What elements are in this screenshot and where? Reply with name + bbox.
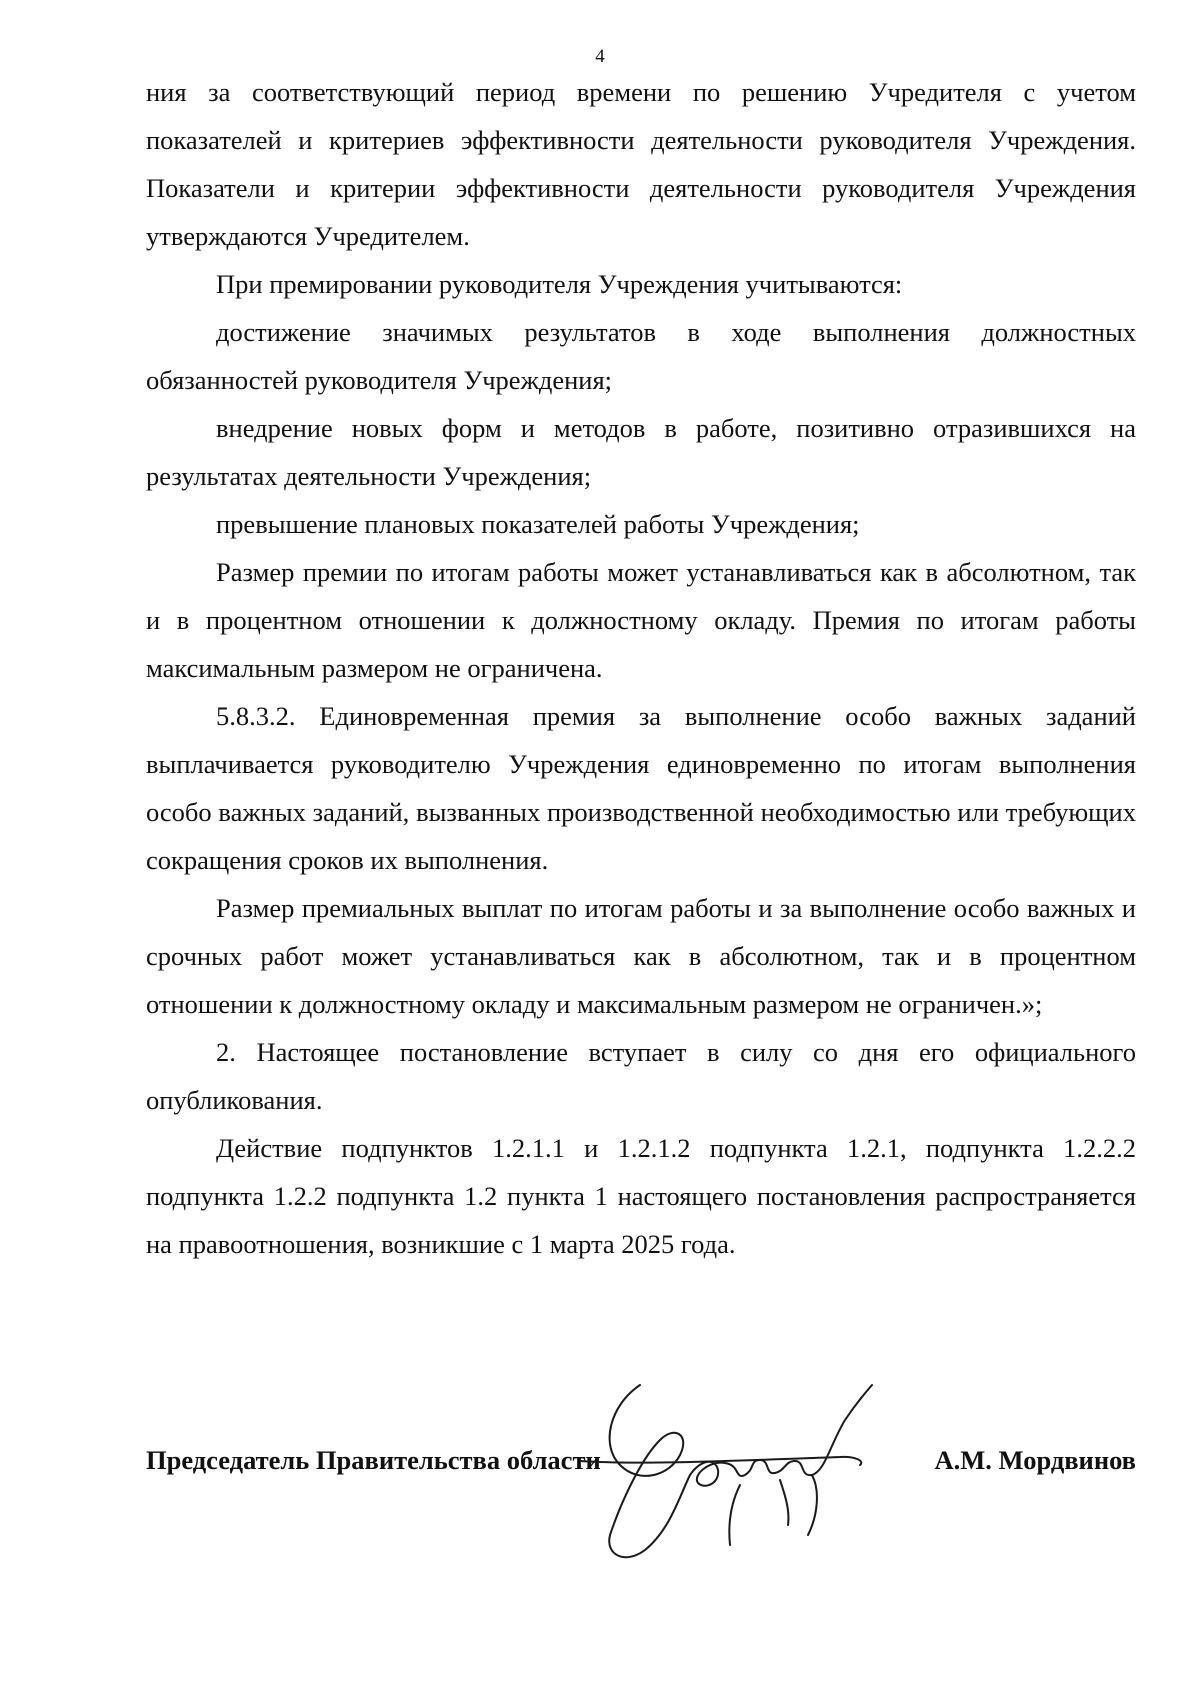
handwritten-signature: [580, 1365, 960, 1585]
paragraph-4: внедрение новых форм и методов в работе, позитивно отразившихся на результатах деятельности Учреждения;: [146, 413, 1136, 491]
paragraph-5: превышение плановых показателей работы Учреждения;: [216, 509, 860, 539]
paragraph-7: 5.8.3.2. Единовременная премия за выполнение особо важных заданий выплачивается руководителю Учреждения единовременно по итогам выполнения особо важных заданий, вызванных производственной необходимостью или требующих сокращения сроков их выполнения.: [146, 701, 1136, 875]
paragraph-2: При премировании руководителя Учреждения учитываются:: [216, 269, 903, 299]
paragraph-8: Размер премиальных выплат по итогам работы и за выполнение особо важных и срочных работ может устанавливаться как в абсолютном, так и в процентном отношении к должностному окладу и максимальным размером не ограничен.»;: [146, 893, 1136, 1019]
signatory-title: Председатель Правительства области: [146, 1445, 601, 1475]
paragraph-6: Размер премии по итогам работы может устанавливаться как в абсолютном, так и в процентном отношении к должностному окладу. Премия по итогам работы максимальным размером не ограничена.: [146, 557, 1136, 683]
paragraph-9: 2. Настоящее постановление вступает в силу со дня его официального опубликования.: [146, 1037, 1136, 1115]
signatory-name: А.М. Мордвинов: [934, 1445, 1136, 1475]
paragraph-10: Действие подпунктов 1.2.1.1 и 1.2.1.2 подпункта 1.2.1, подпункта 1.2.2.2 подпункта 1.2.2 подпункта 1.2 пункта 1 настоящего постановления распространяется на правоотношения, возникшие с 1 марта 2025 года.: [146, 1133, 1136, 1259]
document-body: [146, 68, 1136, 1268]
page-number: 4: [595, 46, 605, 67]
paragraph-3: достижение значимых результатов в ходе выполнения должностных обязанностей руководителя Учреждения;: [146, 317, 1136, 395]
paragraph-1: ния за соответствующий период времени по решению Учредителя с учетом показателей и критериев эффективности деятельности руководителя Учреждения. Показатели и критерии эффективности деятельности руководителя Учреждения утверждаются Учредителем.: [146, 77, 1136, 251]
